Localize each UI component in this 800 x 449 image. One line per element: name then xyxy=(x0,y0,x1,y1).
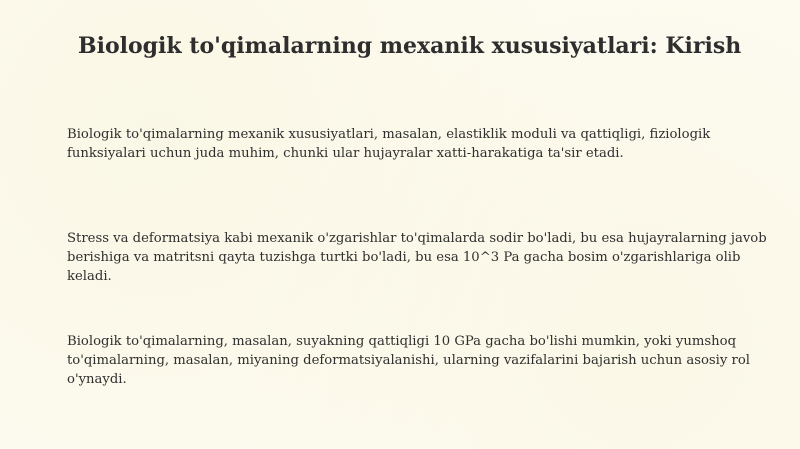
paragraph-3: Biologik to'qimalarning, masalan, suyakning qattiqligi 10 GPa gacha bo'lishi mumkin, yoki yumshoq to'qimalarning, masalan, miyaning deformatsiyalanishi, ularning vazifalarini bajarish uchun asosiy rol o'ynaydi. xyxy=(67,334,751,387)
paragraph-2: Stress va deformatsiya kabi mexanik o'zgarishlar to'qimalarda sodir bo'ladi, bu esa hujayralarning javob berishiga va matritsni qayta tuzishga turtki bo'ladi, bu esa 10^3 Pa gacha bosim o'zgarishlariga olib keladi. xyxy=(67,231,767,284)
slide-title: Biologik to'qimalarning mexanik xususiyatlari: Kirish xyxy=(78,33,742,59)
paragraph-1: Biologik to'qimalarning mexanik xususiyatlari, masalan, elastiklik moduli va qattiqligi, fiziologik funksiyalari uchun juda muhim, chunki ular hujayralar xatti-harakatiga ta'sir etadi. xyxy=(67,127,711,161)
